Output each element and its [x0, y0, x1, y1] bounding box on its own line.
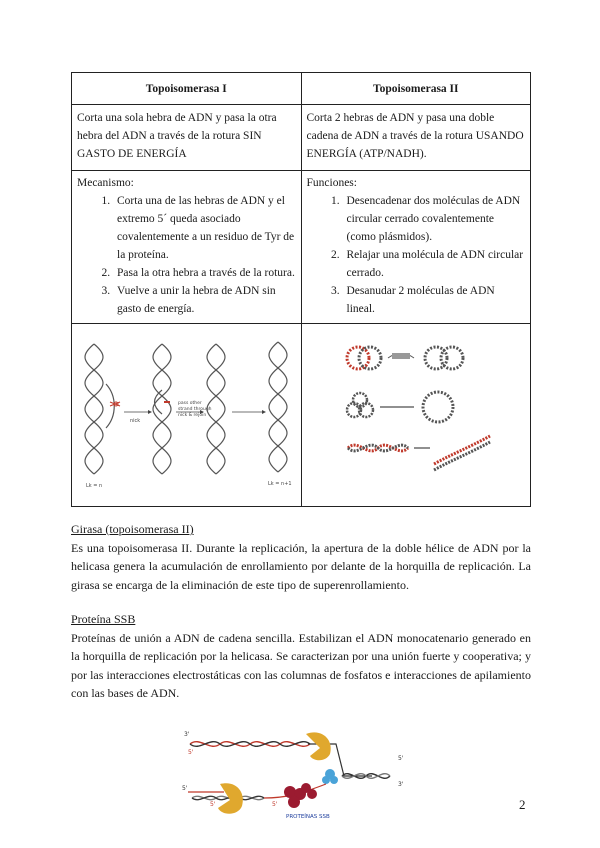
- functions-title: Funciones:: [306, 177, 357, 189]
- girasa-text: Es una topoisomerasa II. Durante la replicación, la apertura de la doble hélice de ADN por la helicasa genera la acumulación de enrollamiento por delante de la horquilla de replicación. La girasa se encarga de la eliminación de este tipo de superenrollamiento.: [71, 540, 531, 592]
- girasa-heading: Girasa (topoisomerasa II): [71, 522, 194, 536]
- ssb-section: [71, 610, 531, 703]
- mechanism-cell: [72, 171, 302, 324]
- label-top-5: 5': [188, 749, 194, 756]
- replication-fork-diagram: [176, 722, 416, 822]
- header-topo-2: Topoisomerasa II: [301, 73, 531, 105]
- desc-topo-2: Corta 2 hebras de ADN y pasa una doble cadena de ADN a través de la rotura USANDO ENERGÍA (ATP/NADH).: [301, 105, 531, 171]
- function-item: 3. Desanudar 2 moléculas de ADN lineal.: [343, 282, 526, 318]
- functions-list: [343, 192, 526, 318]
- function-item: 2. Relajar una molécula de ADN circular cerrado.: [343, 246, 526, 282]
- ssb-text: Proteínas de unión a ADN de cadena sencilla. Estabilizan el ADN monocatenario generado en la horquilla de replicación por la helicasa. Se caracterizan por una unión fuerte y cooperativa; y por las interacciones electrostáticas con las columnas de fosfatos e interacciones de apilamiento con las bases de ADN.: [71, 630, 531, 700]
- ssb-heading: Proteína SSB: [71, 612, 136, 626]
- mechanism-step: 3. Vuelve a unir la hebra de ADN sin gasto de energía.: [113, 282, 296, 318]
- pass-label-line: pass other: [178, 401, 202, 406]
- girasa-section: [71, 520, 531, 594]
- label-right-5: 5': [398, 755, 404, 762]
- label-mid-5: 5': [272, 801, 278, 808]
- desc-topo-1: Corta una sola hebra de ADN y pasa la otra hebra del ADN a través de la rotura SIN GASTO DE ENERGÍA: [72, 105, 302, 171]
- pass-label-line: strand through: [178, 407, 212, 412]
- page-number: 2: [519, 797, 526, 812]
- label-top-3: 3': [184, 731, 190, 738]
- pass-label-line: nick & rejoin: [178, 413, 207, 418]
- nick-label: nick: [130, 418, 141, 424]
- polymerase-icon: [218, 783, 243, 814]
- mechanism-list: [113, 192, 296, 318]
- ssb-protein-icon: [284, 783, 317, 808]
- dna-circle-icon: [347, 347, 369, 369]
- header-topo-1: Topoisomerasa I: [72, 73, 302, 105]
- label-right-3: 3': [398, 781, 404, 788]
- functions-cell: [301, 171, 531, 324]
- helicase-icon: [306, 732, 331, 760]
- label-lower-5b: 5': [210, 801, 216, 808]
- function-item: 1. Desencadenar dos moléculas de ADN circular cerrado covalentemente (como plásmidos).: [343, 192, 526, 246]
- topoisomerase-table: [71, 72, 531, 507]
- label-lower-5: 5': [182, 785, 188, 792]
- dna-helix-icon: [269, 342, 287, 472]
- supercoiled-dna-icon: [347, 393, 373, 417]
- topoisomerase-icon: [322, 769, 338, 784]
- lk-end-label: Lk = n+1: [268, 481, 292, 487]
- figure-topo-1-cell: [72, 324, 302, 507]
- relaxed-dna-circle-icon: [423, 392, 453, 422]
- linear-dna-icon: [434, 436, 490, 464]
- scissors-icon: [110, 402, 120, 406]
- mechanism-step: 2. Pasa la otra hebra a través de la rotura.: [113, 264, 296, 282]
- dna-helix-icon: [153, 344, 171, 474]
- mechanism-step: 1. Corta una de las hebras de ADN y el extremo 5´ queda asociado covalentemente a un residuo de Tyr de la proteína.: [113, 192, 296, 264]
- ssb-proteins-label: PROTEÍNAS SSB: [286, 814, 330, 820]
- figure-topo-2-cell: [301, 324, 531, 507]
- linear-dna-icon: [434, 442, 490, 470]
- dna-helix-icon: [190, 742, 310, 747]
- dna-helix-icon: [85, 344, 103, 474]
- enzyme-icon: [392, 353, 410, 359]
- dna-circle-icon: [441, 347, 463, 369]
- knotted-linear-dna-icon: [348, 445, 408, 451]
- lk-start-label: Lk = n: [86, 483, 103, 489]
- mechanism-title: Mecanismo:: [77, 177, 134, 189]
- topo2-functions-diagram: [302, 324, 530, 502]
- topo1-mechanism-diagram: [72, 324, 300, 502]
